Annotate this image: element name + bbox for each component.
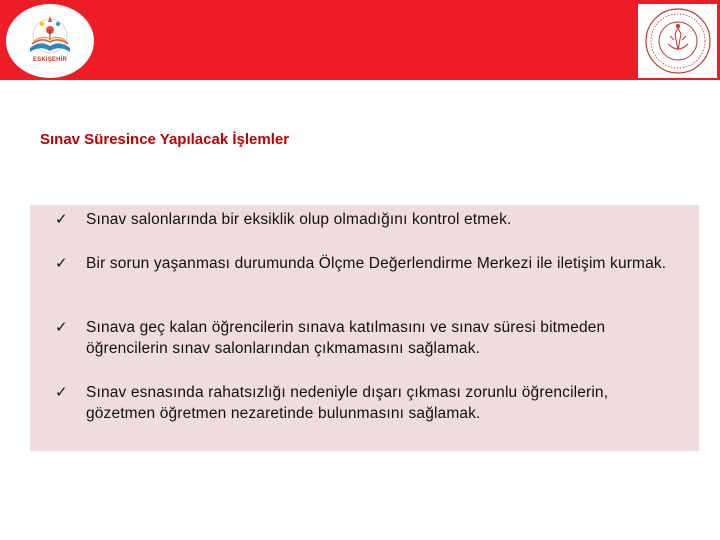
- book-emblem-icon: [6, 4, 94, 78]
- ministry-seal-logo: [638, 4, 717, 78]
- checkmark-icon: ✓: [55, 383, 68, 401]
- content-box: [30, 205, 699, 451]
- list-item-text: Sınava geç kalan öğrencilerin sınava katılmasını ve sınav süresi bitmeden öğrencilerin sınav salonlarından çıkmamasını sağlamak.: [86, 319, 606, 357]
- logo-caption: ESKİŞEHİR: [32, 57, 68, 63]
- list-item-text: Bir sorun yaşanması durumunda Ölçme Değerlendirme Merkezi ile iletişim kurmak.: [86, 255, 667, 272]
- checkmark-icon: ✓: [55, 318, 68, 336]
- checkmark-icon: ✓: [55, 254, 68, 272]
- page-title: Sınav Süresince Yapılacak İşlemler: [40, 131, 290, 148]
- list-item: [55, 253, 675, 274]
- eskisehir-logo: [6, 4, 94, 78]
- checkmark-icon: ✓: [55, 210, 68, 228]
- list-item: [55, 317, 675, 359]
- header-bar: [0, 0, 720, 80]
- list-item: [55, 209, 675, 230]
- ministry-seal-icon: [638, 4, 717, 78]
- list-item-text: Sınav salonlarında bir eksiklik olup olmadığını kontrol etmek.: [86, 211, 512, 228]
- list-item-text: Sınav esnasında rahatsızlığı nedeniyle dışarı çıkması zorunlu öğrencilerin, gözetmen öğretmen nezaretinde bulunmasını sağlamak.: [86, 384, 609, 422]
- list-item: [55, 382, 675, 424]
